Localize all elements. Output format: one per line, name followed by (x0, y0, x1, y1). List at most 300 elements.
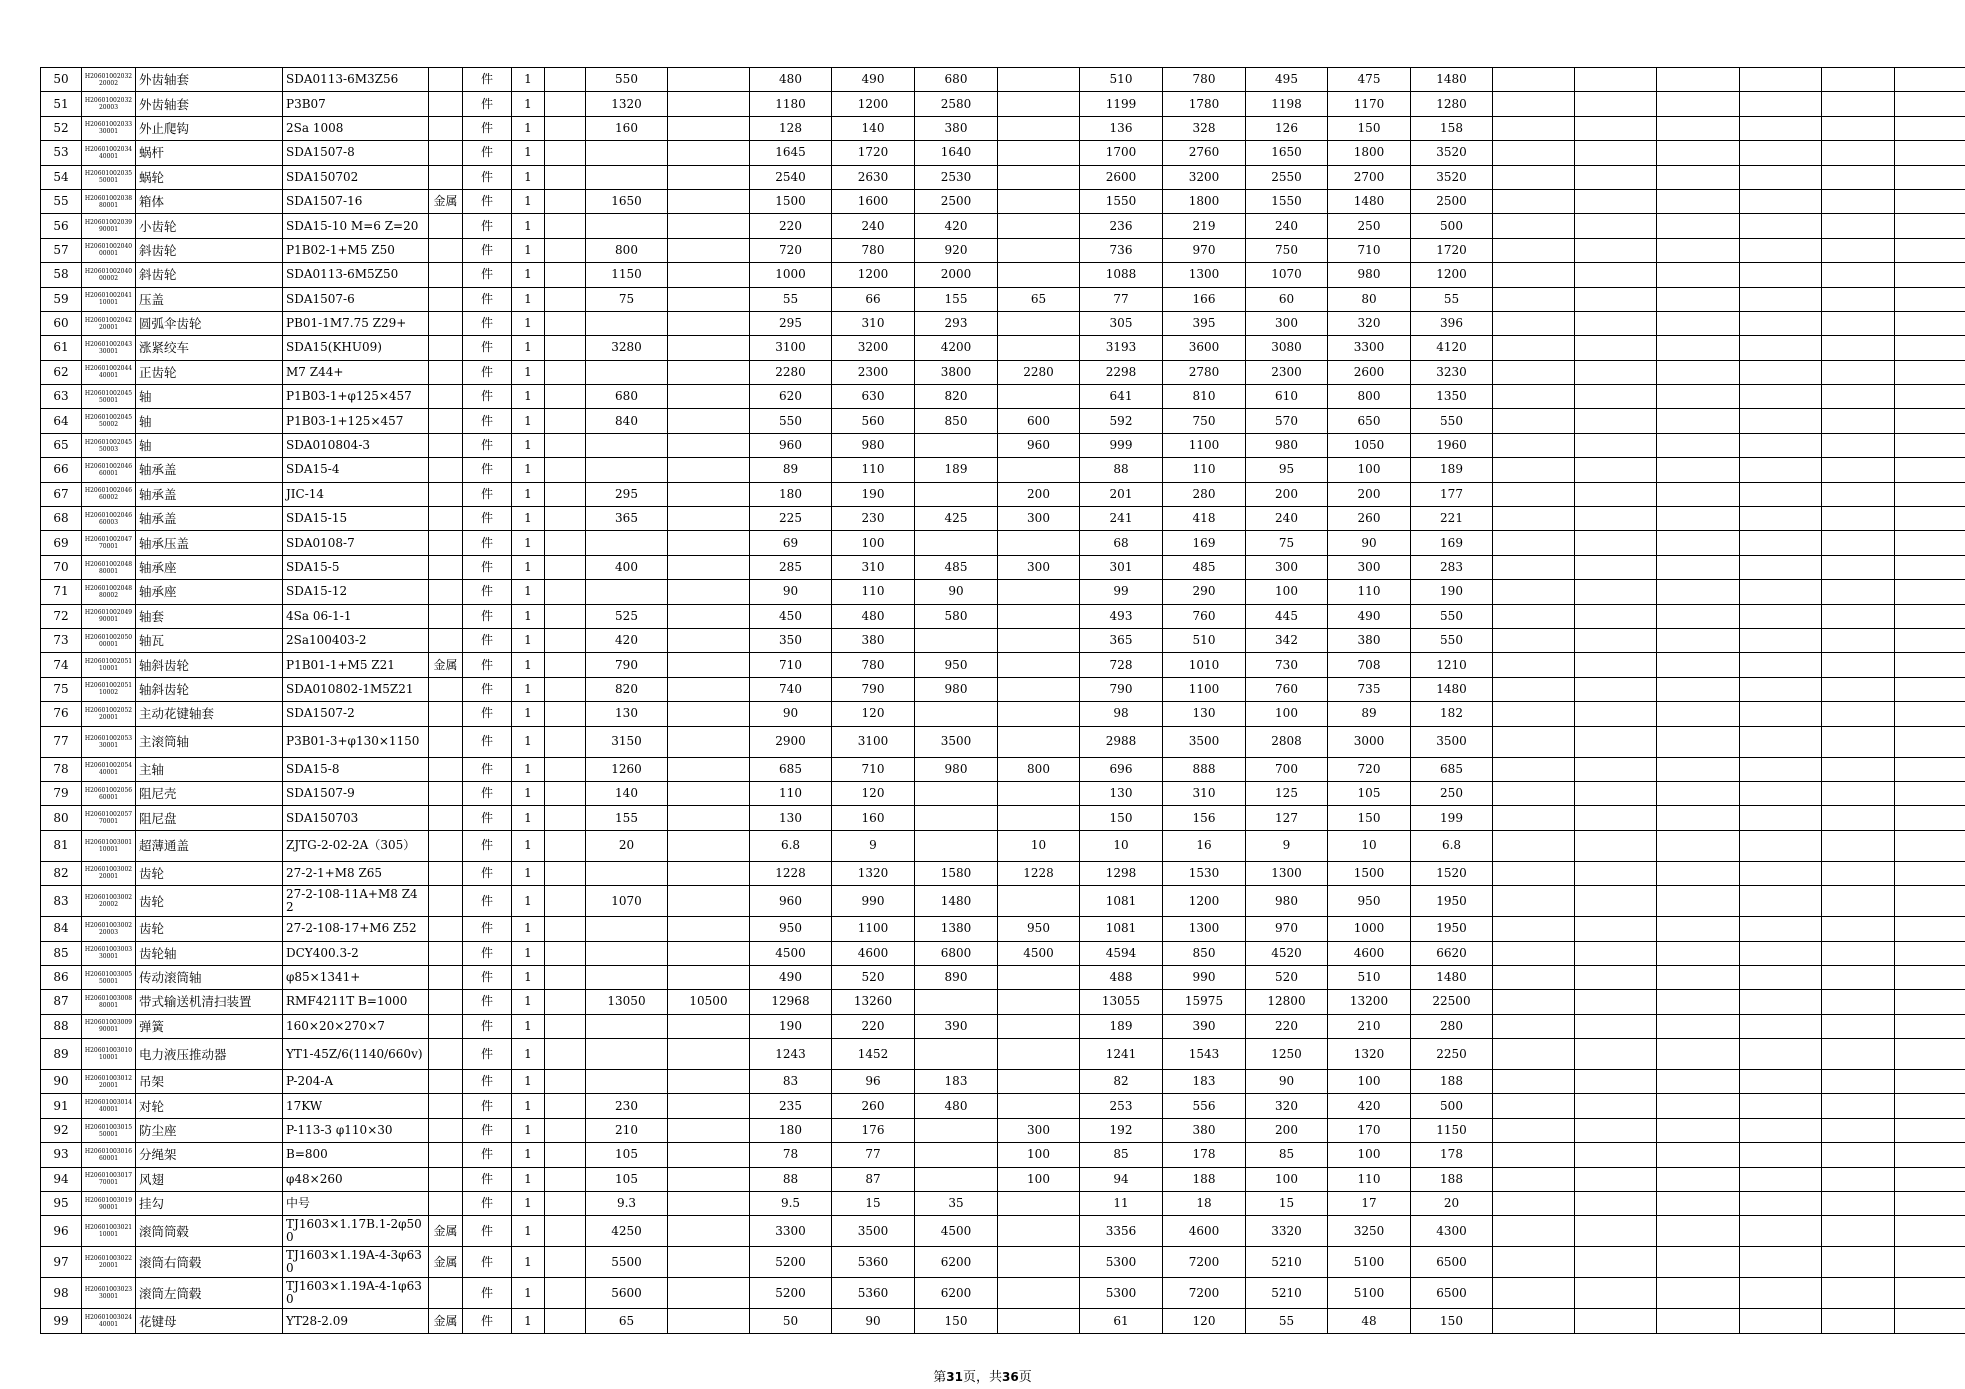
item-quantity: 1 (512, 604, 545, 628)
price-cell: 136 (1080, 116, 1163, 140)
price-cell: 790 (586, 653, 668, 677)
price-cell: 510 (1080, 68, 1163, 92)
price-cell: 7200 (1163, 1278, 1246, 1309)
price-cell: 1088 (1080, 263, 1163, 287)
empty-cell (1822, 726, 1895, 757)
row-number: 78 (41, 757, 82, 781)
item-material (429, 141, 463, 165)
empty-cell (1740, 507, 1822, 531)
price-cell: 390 (915, 1014, 998, 1038)
price-cell (668, 1070, 750, 1094)
material-code-part: 40001 (98, 152, 119, 160)
empty-cell (1895, 68, 1965, 92)
price-cell (545, 1094, 586, 1118)
material-code (82, 360, 136, 384)
item-unit: 件 (463, 336, 512, 360)
empty-cell (1493, 116, 1575, 140)
item-unit: 件 (463, 1118, 512, 1142)
price-cell: 82 (1080, 1070, 1163, 1094)
empty-cell (1895, 781, 1965, 805)
material-code (82, 263, 136, 287)
empty-cell (1895, 385, 1965, 409)
price-cell: 177 (1411, 482, 1493, 506)
price-cell: 710 (1328, 238, 1411, 262)
price-cell (915, 806, 998, 830)
price-cell: 490 (750, 965, 832, 989)
material-code-part: H20601003015 (84, 1123, 133, 1131)
material-code (82, 1143, 136, 1167)
price-cell: 641 (1080, 385, 1163, 409)
empty-cell (1493, 238, 1575, 262)
empty-cell (1822, 1094, 1895, 1118)
price-cell: 155 (586, 806, 668, 830)
price-cell (545, 531, 586, 555)
price-cell (586, 433, 668, 457)
item-name: 花键母 (136, 1309, 283, 1333)
empty-cell (1740, 531, 1822, 555)
empty-cell (1740, 604, 1822, 628)
material-code (82, 677, 136, 701)
price-cell: 110 (1328, 580, 1411, 604)
price-cell: 380 (1328, 628, 1411, 652)
price-cell: 420 (1328, 1094, 1411, 1118)
price-cell: 285 (750, 555, 832, 579)
price-cell: 820 (586, 677, 668, 701)
empty-cell (1895, 189, 1965, 213)
price-cell: 1298 (1080, 861, 1163, 885)
item-quantity: 1 (512, 1247, 545, 1278)
price-cell: 1950 (1411, 917, 1493, 941)
price-cell: 395 (1163, 311, 1246, 335)
material-code (82, 1094, 136, 1118)
price-cell: 160 (586, 116, 668, 140)
empty-cell (1493, 385, 1575, 409)
price-cell: 550 (1411, 604, 1493, 628)
empty-cell (1493, 917, 1575, 941)
price-cell: 150 (1328, 116, 1411, 140)
price-cell (998, 1039, 1080, 1070)
material-code (82, 861, 136, 885)
empty-cell (1895, 555, 1965, 579)
item-quantity: 1 (512, 68, 545, 92)
item-name: 箱体 (136, 189, 283, 213)
empty-cell (1657, 409, 1740, 433)
item-spec: SDA1507-9 (283, 781, 429, 805)
item-quantity: 1 (512, 189, 545, 213)
item-quantity: 1 (512, 990, 545, 1014)
material-code-part: H20601002049 (84, 609, 133, 617)
table-row (41, 555, 1965, 579)
item-unit: 件 (463, 555, 512, 579)
table-row (41, 886, 1965, 917)
row-number: 95 (41, 1192, 82, 1216)
price-cell: 1070 (586, 886, 668, 917)
price-cell: 200 (1246, 482, 1328, 506)
price-cell: 2900 (750, 726, 832, 757)
empty-cell (1740, 1216, 1822, 1247)
price-cell: 1800 (1163, 189, 1246, 213)
empty-cell (1740, 141, 1822, 165)
empty-cell (1895, 965, 1965, 989)
material-code (82, 1070, 136, 1094)
price-cell: 4500 (998, 941, 1080, 965)
empty-cell (1575, 677, 1657, 701)
item-unit: 件 (463, 1167, 512, 1191)
item-name: 小齿轮 (136, 214, 283, 238)
empty-cell (1895, 433, 1965, 457)
empty-cell (1822, 757, 1895, 781)
price-cell: 2280 (998, 360, 1080, 384)
item-quantity: 1 (512, 311, 545, 335)
material-code-part: H20601003008 (84, 994, 133, 1002)
price-cell: 90 (915, 580, 998, 604)
price-cell: 2760 (1163, 141, 1246, 165)
empty-cell (1822, 1039, 1895, 1070)
price-cell: 1550 (1080, 189, 1163, 213)
empty-cell (1822, 628, 1895, 652)
price-cell: 1200 (832, 263, 915, 287)
price-cell (915, 990, 998, 1014)
price-cell: 550 (586, 68, 668, 92)
item-spec: P3B01-3+φ130×1150 (283, 726, 429, 757)
price-cell (586, 1070, 668, 1094)
item-quantity: 1 (512, 507, 545, 531)
table-row (41, 861, 1965, 885)
empty-cell (1895, 360, 1965, 384)
price-cell: 3000 (1328, 726, 1411, 757)
item-name: 对轮 (136, 1094, 283, 1118)
empty-cell (1740, 1118, 1822, 1142)
empty-cell (1493, 311, 1575, 335)
empty-cell (1575, 1143, 1657, 1167)
item-name: 轴斜齿轮 (136, 677, 283, 701)
item-spec: SDA150702 (283, 165, 429, 189)
material-code-part: 10001 (98, 1054, 119, 1062)
price-cell: 365 (586, 507, 668, 531)
material-code-part: 20002 (98, 79, 119, 87)
price-cell (668, 92, 750, 116)
price-cell: 980 (832, 433, 915, 457)
price-cell (668, 531, 750, 555)
price-cell: 4300 (1411, 1216, 1493, 1247)
price-cell: 960 (750, 886, 832, 917)
price-cell (668, 68, 750, 92)
price-cell (998, 1094, 1080, 1118)
price-cell (586, 531, 668, 555)
price-cell: 3500 (1163, 726, 1246, 757)
price-cell: 169 (1163, 531, 1246, 555)
item-name: 主动花键轴套 (136, 702, 283, 726)
empty-cell (1575, 189, 1657, 213)
empty-cell (1657, 68, 1740, 92)
item-spec: SDA1507-6 (283, 287, 429, 311)
price-cell: 1010 (1163, 653, 1246, 677)
price-cell: 155 (915, 287, 998, 311)
empty-cell (1740, 238, 1822, 262)
item-quantity: 1 (512, 116, 545, 140)
price-cell: 4600 (832, 941, 915, 965)
price-cell: 580 (915, 604, 998, 628)
price-cell: 110 (832, 580, 915, 604)
empty-cell (1740, 263, 1822, 287)
table-row (41, 214, 1965, 238)
item-material (429, 861, 463, 885)
price-cell: 980 (1246, 886, 1328, 917)
item-unit: 件 (463, 287, 512, 311)
item-material (429, 781, 463, 805)
price-cell: 89 (1328, 702, 1411, 726)
material-code (82, 781, 136, 805)
price-cell: 2298 (1080, 360, 1163, 384)
empty-cell (1657, 1118, 1740, 1142)
price-cell: 1000 (1328, 917, 1411, 941)
price-cell: 3250 (1328, 1216, 1411, 1247)
price-cell: 1580 (915, 861, 998, 885)
price-cell: 320 (1328, 311, 1411, 335)
empty-cell (1493, 757, 1575, 781)
empty-cell (1493, 1192, 1575, 1216)
price-cell: 156 (1163, 806, 1246, 830)
price-cell: 3280 (586, 336, 668, 360)
price-cell: 180 (750, 1118, 832, 1142)
price-cell: 90 (1328, 531, 1411, 555)
empty-cell (1493, 653, 1575, 677)
item-quantity: 1 (512, 287, 545, 311)
item-name: 轴承压盖 (136, 531, 283, 555)
price-cell (668, 653, 750, 677)
empty-cell (1740, 757, 1822, 781)
material-code-part: H20601002032 (84, 97, 133, 105)
price-cell: 219 (1163, 214, 1246, 238)
item-unit: 件 (463, 116, 512, 140)
price-cell: 120 (832, 781, 915, 805)
price-cell: 220 (750, 214, 832, 238)
empty-cell (1822, 165, 1895, 189)
price-cell: 100 (1246, 1167, 1328, 1191)
price-cell: 1500 (750, 189, 832, 213)
row-number: 79 (41, 781, 82, 805)
item-quantity: 1 (512, 1070, 545, 1094)
item-unit: 件 (463, 1216, 512, 1247)
item-unit: 件 (463, 806, 512, 830)
price-cell (915, 531, 998, 555)
row-number: 61 (41, 336, 82, 360)
empty-cell (1895, 917, 1965, 941)
row-number: 63 (41, 385, 82, 409)
empty-cell (1740, 68, 1822, 92)
item-material (429, 965, 463, 989)
price-cell (668, 214, 750, 238)
price-cell (668, 1278, 750, 1309)
item-quantity: 1 (512, 965, 545, 989)
price-cell: 98 (1080, 702, 1163, 726)
price-cell: 1650 (586, 189, 668, 213)
price-cell: 48 (1328, 1309, 1411, 1333)
price-cell: 950 (750, 917, 832, 941)
price-cell: 920 (915, 238, 998, 262)
price-cell (915, 781, 998, 805)
item-material (429, 238, 463, 262)
price-cell: 295 (750, 311, 832, 335)
empty-cell (1895, 702, 1965, 726)
price-cell: 110 (1163, 458, 1246, 482)
price-cell: 1480 (1411, 965, 1493, 989)
empty-cell (1493, 141, 1575, 165)
price-table (40, 67, 1965, 1334)
price-cell: 9.5 (750, 1192, 832, 1216)
material-code-part: 90001 (98, 1026, 119, 1034)
row-number: 57 (41, 238, 82, 262)
price-cell: 77 (832, 1143, 915, 1167)
material-code-part: H20601002046 (84, 462, 133, 470)
price-cell: 100 (998, 1167, 1080, 1191)
price-cell (545, 360, 586, 384)
item-unit: 件 (463, 886, 512, 917)
price-cell: 2988 (1080, 726, 1163, 757)
empty-cell (1575, 1039, 1657, 1070)
empty-cell (1895, 757, 1965, 781)
item-material (429, 1143, 463, 1167)
item-quantity: 1 (512, 1216, 545, 1247)
empty-cell (1493, 580, 1575, 604)
price-cell (998, 1247, 1080, 1278)
empty-cell (1657, 1309, 1740, 1333)
table-row (41, 311, 1965, 335)
price-cell (668, 238, 750, 262)
empty-cell (1740, 990, 1822, 1014)
price-cell: 950 (998, 917, 1080, 941)
price-cell (545, 1143, 586, 1167)
price-cell: 85 (1246, 1143, 1328, 1167)
price-cell (668, 702, 750, 726)
empty-cell (1657, 917, 1740, 941)
item-name: 带式输送机清扫装置 (136, 990, 283, 1014)
price-cell: 140 (832, 116, 915, 140)
item-spec: TJ1603×1.19A-4-1φ630 (283, 1278, 429, 1309)
item-unit: 件 (463, 1143, 512, 1167)
price-cell: 5500 (586, 1247, 668, 1278)
page-footer (0, 1366, 1965, 1385)
price-cell: 6200 (915, 1278, 998, 1309)
empty-cell (1895, 861, 1965, 885)
price-cell: 760 (1163, 604, 1246, 628)
empty-cell (1895, 830, 1965, 861)
material-code-part: 30001 (98, 128, 119, 136)
price-cell: 150 (1080, 806, 1163, 830)
price-cell (668, 311, 750, 335)
empty-cell (1740, 336, 1822, 360)
item-spec: 4Sa 06-1-1 (283, 604, 429, 628)
material-code-part: H20601002040 (84, 267, 133, 275)
empty-cell (1657, 458, 1740, 482)
price-cell: 55 (750, 287, 832, 311)
material-code (82, 886, 136, 917)
empty-cell (1740, 580, 1822, 604)
empty-cell (1895, 507, 1965, 531)
price-cell: 2780 (1163, 360, 1246, 384)
price-cell: 1480 (1328, 189, 1411, 213)
item-material (429, 757, 463, 781)
price-cell: 708 (1328, 653, 1411, 677)
price-cell: 350 (750, 628, 832, 652)
price-cell: 105 (1328, 781, 1411, 805)
row-number: 89 (41, 1039, 82, 1070)
table-row (41, 726, 1965, 757)
table-row (41, 1216, 1965, 1247)
item-quantity: 1 (512, 941, 545, 965)
price-cell: 1700 (1080, 141, 1163, 165)
item-spec: SDA15(KHU09) (283, 336, 429, 360)
item-name: 轴承盖 (136, 482, 283, 506)
price-cell: 1380 (915, 917, 998, 941)
empty-cell (1740, 1014, 1822, 1038)
price-cell: 390 (1163, 1014, 1246, 1038)
price-cell: 15975 (1163, 990, 1246, 1014)
item-name: 轴 (136, 385, 283, 409)
price-cell: 1300 (1163, 917, 1246, 941)
price-cell (668, 580, 750, 604)
item-quantity: 1 (512, 1014, 545, 1038)
price-cell: 236 (1080, 214, 1163, 238)
empty-cell (1895, 1167, 1965, 1191)
item-unit: 件 (463, 781, 512, 805)
price-cell: 780 (832, 653, 915, 677)
price-cell: 1243 (750, 1039, 832, 1070)
empty-cell (1575, 311, 1657, 335)
price-cell: 980 (1328, 263, 1411, 287)
material-code-part: H20601003002 (84, 866, 133, 874)
row-number: 76 (41, 702, 82, 726)
material-code (82, 482, 136, 506)
empty-cell (1822, 360, 1895, 384)
price-cell: 475 (1328, 68, 1411, 92)
table-row (41, 336, 1965, 360)
price-cell: 260 (832, 1094, 915, 1118)
item-unit: 件 (463, 757, 512, 781)
item-material (429, 507, 463, 531)
price-cell: 3356 (1080, 1216, 1163, 1247)
price-cell: 241 (1080, 507, 1163, 531)
empty-cell (1822, 92, 1895, 116)
material-code-part: 40001 (98, 1106, 119, 1114)
material-code (82, 806, 136, 830)
item-unit: 件 (463, 141, 512, 165)
row-number: 54 (41, 165, 82, 189)
price-cell: 300 (998, 1118, 1080, 1142)
item-material (429, 1192, 463, 1216)
item-material (429, 458, 463, 482)
price-cell (915, 830, 998, 861)
item-quantity: 1 (512, 336, 545, 360)
material-code-part: H20601002050 (84, 633, 133, 641)
price-cell (545, 1014, 586, 1038)
empty-cell (1822, 990, 1895, 1014)
item-quantity: 1 (512, 263, 545, 287)
table-row (41, 806, 1965, 830)
price-cell: 396 (1411, 311, 1493, 335)
empty-cell (1740, 116, 1822, 140)
empty-cell (1822, 653, 1895, 677)
empty-cell (1657, 238, 1740, 262)
item-spec: SDA15-15 (283, 507, 429, 531)
empty-cell (1740, 628, 1822, 652)
empty-cell (1493, 1309, 1575, 1333)
price-cell (668, 886, 750, 917)
price-cell: 183 (1163, 1070, 1246, 1094)
price-cell (586, 311, 668, 335)
price-cell: 178 (1163, 1143, 1246, 1167)
price-cell (545, 116, 586, 140)
